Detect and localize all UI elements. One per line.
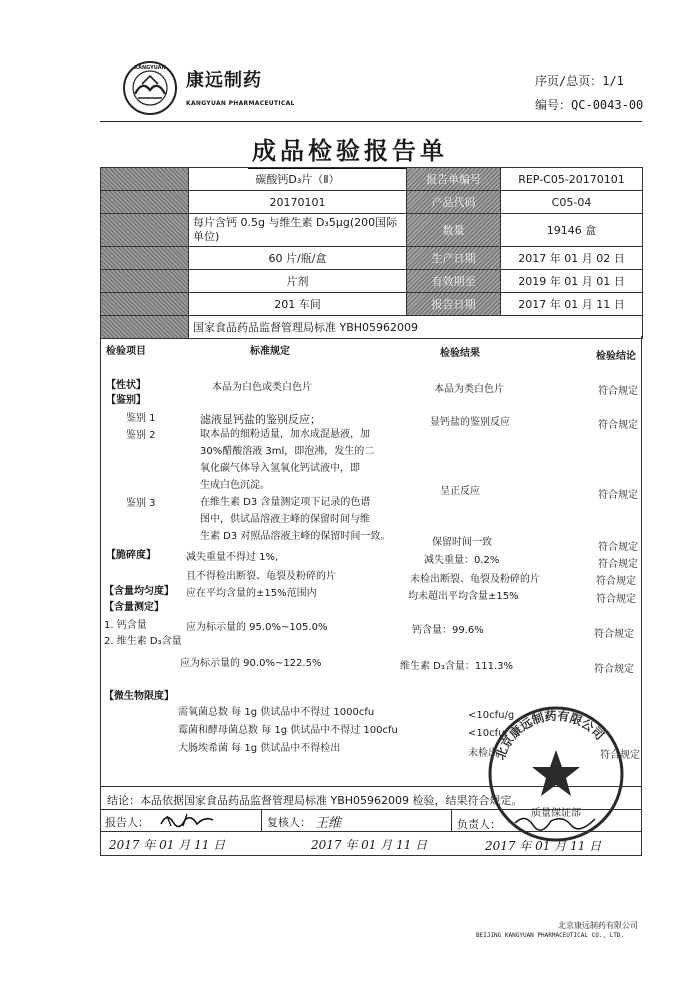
col-conclusion: 检验结论 — [596, 351, 636, 362]
review-date-handwritten: 2017 年 01 月 11 日 — [311, 838, 428, 852]
ecoli-result: 未检出 — [468, 748, 498, 759]
production-date-label: 生产日期 — [407, 247, 501, 270]
uniformity-result: 均未超出平均含量±15% — [408, 591, 519, 602]
specification: 每片含钙 0.5g 与维生素 D₃5μg(200国际单位) — [189, 214, 407, 247]
friability-label: 【脆碎度】 — [106, 550, 156, 561]
document-number: 编号：QC-0043-00 — [535, 98, 644, 112]
header-divider — [100, 121, 642, 122]
manager-label: 负责人： — [457, 818, 501, 831]
traits-conclusion: 符合规定 — [598, 386, 638, 397]
microbial-conclusion: 符合规定 — [600, 750, 640, 761]
footer-company-en: BEIJING KANGYUAN PHARMACEUTICAL CO., LTD. — [476, 932, 625, 939]
traits-standard: 本品为白色或类白色片 — [212, 382, 312, 393]
package: 60 片/瓶/盒 — [189, 247, 407, 270]
uniformity-label: 【含量均匀度】 — [104, 586, 174, 597]
product-name: 碳酸钙D₃片（Ⅱ） — [189, 168, 407, 191]
friability-result-1: 减失重量：0.2% — [424, 555, 500, 566]
ident3-label: 鉴别 3 — [126, 498, 156, 509]
friability-result-2: 未检出断裂、龟裂及粉碎的片 — [410, 574, 540, 585]
ident1-label: 鉴别 1 — [126, 413, 156, 424]
ident1-conclusion: 符合规定 — [598, 420, 638, 431]
friability-conclusion-1: 符合规定 — [598, 559, 638, 570]
report-date-handwritten: 2017 年 01 月 11 日 — [109, 838, 226, 852]
uniformity-conclusion: 符合规定 — [596, 594, 636, 605]
friability-standard-1: 减失重量不得过 1%, — [186, 552, 279, 563]
workshop: 201 车间 — [189, 293, 407, 316]
package-label — [101, 247, 189, 270]
conclusion-text: 结论：本品依据国家食品药品监督管理局标准 YBH05962009 检验，结果符合规定。 — [107, 794, 523, 807]
page-number: 序页/总页：1/1 — [535, 74, 624, 88]
calcium-result: 钙含量：99.6% — [412, 625, 484, 636]
ident3-result: 保留时间一致 — [432, 537, 492, 548]
product-code-label: 产品代码 — [407, 191, 501, 214]
vitamin-d3-result: 维生素 D₃含量：111.3% — [400, 661, 514, 672]
expiry-label: 有效期至 — [407, 270, 501, 293]
report-number: REP-C05-20170101 — [501, 168, 643, 191]
ident2-conclusion: 符合规定 — [598, 490, 638, 501]
report-title: 成品检验报告单 — [0, 131, 700, 166]
product-info-table — [100, 167, 643, 339]
calcium-standard: 应为标示量的 95.0%~105.0% — [186, 622, 328, 633]
vitamin-d3-standard: 应为标示量的 90.0%~122.5% — [180, 658, 322, 669]
report-date: 2017 年 01 月 11 日 — [501, 293, 643, 316]
reviewer-signature: 王维 — [315, 816, 342, 831]
company-name: 康远制药 — [186, 70, 262, 91]
traits-label: 【性状】 — [106, 380, 146, 391]
dosage-form-label — [101, 270, 189, 293]
inspection-standard: 国家食品药品监督管理局标准 YBH05962009 — [189, 316, 643, 339]
col-result: 检验结果 — [440, 348, 480, 359]
report-number-label: 报告单编号 — [407, 168, 501, 191]
report-date-label: 报告日期 — [407, 293, 501, 316]
footer-company-cn: 北京康远制药有限公司 — [558, 921, 638, 930]
manager-date-handwritten: 2017 年 01 月 11 日 — [485, 839, 602, 853]
aerobic-result: <10cfu/g — [468, 710, 515, 721]
microbial-label: 【微生物限度】 — [104, 691, 174, 702]
svg-text:质量保证部: 质量保证部 — [531, 808, 581, 819]
friability-standard-2: 且不得检出断裂、龟裂及粉碎的片 — [186, 571, 336, 582]
ecoli-standard: 大肠埃希菌 每 1g 供试品中不得检出 — [178, 743, 341, 754]
ident3-conclusion: 符合规定 — [598, 542, 638, 553]
ident1-result: 显钙盐的鉴别反应 — [430, 417, 510, 428]
quantity: 19146 盒 — [501, 214, 643, 247]
batch-number: 20170101 — [189, 191, 407, 214]
mold-yeast-standard: 霉菌和酵母菌总数 每 1g 供试品中不得过 100cfu — [178, 725, 398, 736]
traits-result: 本品为类白色片 — [434, 384, 504, 395]
ident3-standard: 在维生素 D3 含量测定项下记录的色谱 图中，供试品溶液主峰的保留时间与维 生素 D3 对照品溶液主峰的保留时间一致。 — [200, 497, 391, 542]
production-date: 2017 年 01 月 02 日 — [501, 247, 643, 270]
identification-label: 【鉴别】 — [106, 395, 146, 406]
reporter-label: 报告人： — [105, 816, 149, 829]
friability-conclusion-2: 符合规定 — [596, 576, 636, 587]
product-name-label — [101, 168, 189, 191]
calcium-label: 1. 钙含量 — [104, 620, 147, 631]
batch-label — [101, 191, 189, 214]
mold-yeast-result: <10cfu/ — [468, 728, 508, 739]
reporter-signature — [157, 810, 217, 830]
svg-text:北京康远制药有限公司: 北京康远制药有限公司 — [493, 708, 607, 762]
col-item: 检验项目 — [106, 346, 146, 357]
spec-label — [101, 214, 189, 247]
expiry-date: 2019 年 01 月 01 日 — [501, 270, 643, 293]
workshop-label — [101, 293, 189, 316]
vitamin-d3-conclusion: 符合规定 — [594, 664, 634, 675]
calcium-conclusion: 符合规定 — [594, 629, 634, 640]
company-english-name: KANGYUAN PHARMACEUTICAL — [186, 100, 295, 107]
aerobic-standard: 需氧菌总数 每 1g 供试品中不得过 1000cfu — [178, 707, 375, 718]
reviewer-label: 复核人： — [267, 816, 311, 829]
product-code: C05-04 — [501, 191, 643, 214]
ident2-result: 呈正反应 — [440, 486, 480, 497]
col-standard: 标准规定 — [250, 346, 290, 357]
dosage-form: 片剂 — [189, 270, 407, 293]
company-seal — [486, 704, 626, 844]
ident1-standard: 滤液显钙盐的鉴别反应； — [200, 413, 321, 426]
ident2-label: 鉴别 2 — [126, 430, 156, 441]
quantity-label: 数量 — [407, 214, 501, 247]
assay-label: 【含量测定】 — [104, 602, 164, 613]
svg-text:KANGYUAN: KANGYUAN — [134, 65, 166, 71]
vitamin-d3-label: 2. 维生素 D₃含量 — [104, 636, 182, 647]
company-logo — [122, 60, 178, 116]
uniformity-standard: 应在平均含量的±15%范围内 — [186, 588, 317, 599]
ident2-standard: 取本品的细粉适量，加水成混悬液，加 30%醋酸溶液 3ml，即泡沸，发生的二 氧化碳气体导入氢氧化钙试液中，即 生成白色沉淀。 — [200, 429, 375, 491]
